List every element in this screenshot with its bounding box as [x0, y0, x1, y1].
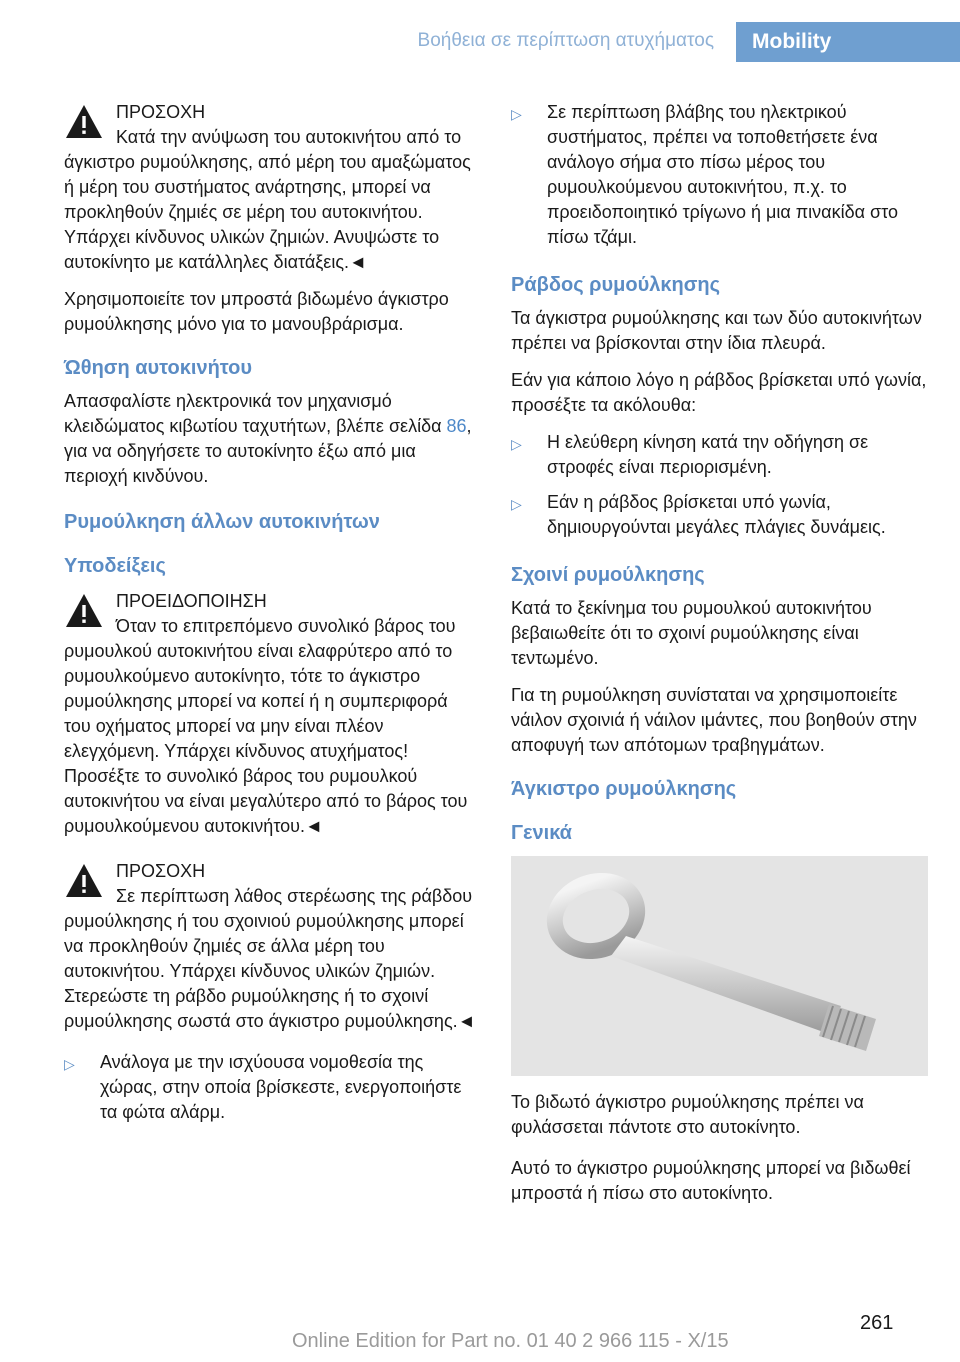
- warning-triangle-icon: [64, 102, 104, 142]
- heading-push-vehicle: Ώθηση αυτοκινήτου: [64, 357, 253, 379]
- page-number: 261: [860, 1312, 894, 1334]
- right-column: [511, 100, 929, 1218]
- page-link[interactable]: 86: [446, 416, 467, 436]
- list-item-text: Εάν η ράβδος βρίσκεται υπό γωνία, δημιουργούνται μεγάλες πλάγιες δυνάμεις.: [547, 492, 886, 537]
- warning-triangle-icon: [64, 591, 104, 631]
- list-item-text: Ανάλογα με την ισχύουσα νομοθεσία της χώρας, στην οποία βρίσκεστε, ενεργοποιήστε τα φώτα αλάρμ.: [100, 1052, 462, 1122]
- paragraph: Αυτό το άγκιστρο ρυμούλκησης μπορεί να βιδωθεί μπροστά ή πίσω στο αυτοκίνητο.: [511, 1158, 911, 1203]
- paragraph: Χρησιμοποιείτε τον μπροστά βιδωμένο άγκιστρο ρυμούλκησης μόνο για το μανουβράρισμα.: [64, 289, 449, 334]
- heading-tow-rope: Σχοινί ρυμούλκησης: [511, 564, 705, 586]
- paragraph: Κατά το ξεκίνημα του ρυμουλκού αυτοκινήτου βεβαιωθείτε ότι το σχοινί ρυμούλκησης είναι τεντωμένο.: [511, 598, 872, 668]
- chapter-tab: Mobility: [736, 22, 960, 62]
- section-title: Βοήθεια σε περίπτωση ατυχήματος: [417, 30, 714, 51]
- paragraph: Εάν για κάποιο λόγο η ράβδος βρίσκεται υπό γωνία, προσέξτε τα ακόλουθα:: [511, 370, 927, 415]
- triangle-bullet-icon: ▷: [511, 496, 522, 512]
- list-item-text: Σε περίπτωση βλάβης του ηλεκτρικού συστήματος, πρέπει να τοποθετήσετε ένα ανάλογο σήμα στο πίσω μέρος του ρυμουλκούμενου αυτοκινήτου, π.χ. το προειδοποιητικό τρίγωνο ή μια πινακίδα στο πίσω τζάμι.: [547, 102, 898, 247]
- heading-towing-others: Ρυμούλκηση άλλων αυτοκινήτων: [64, 511, 380, 533]
- warning-title: ΠΡΟΣΟΧΗ: [116, 102, 206, 122]
- list-item: [511, 100, 929, 250]
- warning-block: [64, 859, 479, 1034]
- towing-eye-illustration: [511, 856, 928, 1076]
- warning-block: [64, 589, 479, 839]
- warning-text: Κατά την ανύψωση του αυτοκινήτου από το άγκιστρο ρυμούλκησης, από μέρη του αμαξώματος ή μέρη του συστήματος ανάρτησης, μπορεί να προκληθούν ζημιές σε μέρη του αυτοκινήτου. Υπάρχει κίνδυνος υλικών ζημιών. Ανυψώστε το αυτοκίνητο με κατάλληλες διατάξεις.◄: [64, 127, 471, 272]
- warning-text: Όταν το επιτρεπόμενο συνολικό βάρος του ρυμουλκού αυτοκινήτου είναι ελαφρύτερο από το ρυμουλκούμενο αυτοκίνητο, τότε το άγκιστρο ρυμούλκησης μπορεί να κοπεί ή η συμπεριφορά του οχήματος μπορεί να μην είναι πλέον ελεγχόμενη. Υπάρχει κίνδυνος ατυχήματος! Προσέξτε το συνολικό βάρος του ρυμουλκού αυτοκινήτου να είναι μεγαλύτερο από το βάρος του ρυμουλκούμενου αυτοκινήτου.◄: [64, 616, 468, 836]
- triangle-bullet-icon: ▷: [511, 436, 522, 452]
- warning-title: ΠΡΟΕΙΔΟΠΟΙΗΣΗ: [116, 591, 267, 611]
- list-item-text: Η ελεύθερη κίνηση κατά την οδήγηση σε στροφές είναι περιορισμένη.: [547, 432, 869, 477]
- paragraph: Τα άγκιστρα ρυμούλκησης και των δύο αυτοκινήτων πρέπει να βρίσκονται στην ίδια πλευρά.: [511, 308, 922, 353]
- left-column: [64, 100, 479, 1135]
- paragraph: Για τη ρυμούλκηση συνίσταται να χρησιμοποιείτε νάιλον σχοινιά ή νάιλον ιμάντες, που βοηθούν στην αποφυγή των απότομων τραβηγμάτων.: [511, 685, 917, 755]
- running-header: [0, 0, 736, 62]
- edition-note: Online Edition for Part no. 01 40 2 966 115 - X/15: [292, 1330, 729, 1352]
- warning-text: Σε περίπτωση λάθος στερέωσης της ράβδου ρυμούλκησης ή του σχοινιού ρυμούλκησης μπορεί να προκληθούν ζημιές σε άλλα μέρη του αυτοκινήτου. Υπάρχει κίνδυνος υλικών ζημιών. Στερεώστε τη ράβδο ρυμούλκησης ή το σχοινί ρυμούλκησης σωστά στο άγκιστρο ρυμούλκησης.◄: [64, 886, 476, 1031]
- page-footer: [0, 1312, 960, 1352]
- heading-hints: Υποδείξεις: [64, 555, 166, 577]
- heading-towing-eye: Άγκιστρο ρυμούλκησης: [511, 778, 737, 800]
- list-item: [511, 430, 929, 480]
- heading-tow-bar: Ράβδος ρυμούλκησης: [511, 274, 721, 296]
- list-item: [64, 1050, 479, 1125]
- warning-title: ΠΡΟΣΟΧΗ: [116, 861, 206, 881]
- paragraph: Το βιδωτό άγκιστρο ρυμούλκησης πρέπει να φυλάσσεται πάντοτε στο αυτοκίνητο.: [511, 1092, 864, 1137]
- towing-eye-image: [511, 856, 928, 1076]
- paragraph: Απασφαλίστε ηλεκτρονικά τον μηχανισμό κλειδώματος κιβωτίου ταχυτήτων, βλέπε σελίδα 86, για να οδηγήσετε το αυτοκίνητο έξω από μια περιοχή κινδύνου.: [64, 391, 472, 486]
- list-item: [511, 490, 929, 540]
- triangle-bullet-icon: ▷: [64, 1056, 75, 1072]
- warning-block: [64, 100, 479, 275]
- warning-triangle-icon: [64, 861, 104, 901]
- triangle-bullet-icon: ▷: [511, 106, 522, 122]
- heading-general: Γενικά: [511, 822, 572, 844]
